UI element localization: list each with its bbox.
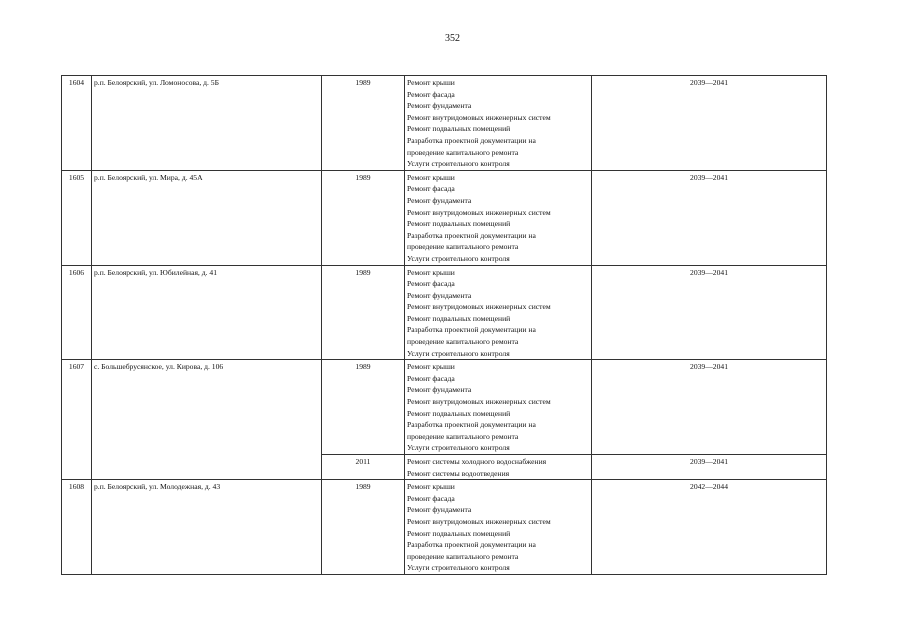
work-item: Ремонт подвальных помещений — [407, 528, 511, 538]
work-item: Ремонт крыши — [407, 482, 455, 492]
work-item: Ремонт подвальных помещений — [407, 124, 511, 134]
building-number: 1607 — [62, 360, 92, 480]
work-item: Разработка проектной документации на — [407, 135, 536, 145]
building-address: р.п. Белоярский, ул. Ломоносова, д. 5Б — [92, 76, 322, 171]
work-item: Ремонт внутридомовых инженерных систем — [407, 207, 551, 217]
repair-period: 2042—2044 — [592, 480, 827, 575]
table-row — [62, 360, 827, 455]
table-body — [62, 76, 827, 575]
work-item: Ремонт фасада — [407, 89, 455, 99]
works-list — [405, 360, 592, 455]
work-item: Ремонт крыши — [407, 172, 455, 182]
work-item: проведение капитального ремонта — [407, 551, 519, 561]
work-item: Услуги строительного контроля — [407, 563, 510, 573]
works-list — [405, 76, 592, 171]
table-row — [62, 265, 827, 360]
work-item: Ремонт крыши — [407, 362, 455, 372]
year-cell: 1989 — [322, 265, 405, 360]
building-number: 1608 — [62, 480, 92, 575]
work-item: Услуги строительного контроля — [407, 253, 510, 263]
building-address: р.п. Белоярский, ул. Молодежная, д. 43 — [92, 480, 322, 575]
work-item: Ремонт крыши — [407, 267, 455, 277]
repair-schedule-table — [61, 75, 827, 575]
work-item: проведение капитального ремонта — [407, 431, 519, 441]
works-list — [405, 480, 592, 575]
work-item: Ремонт фасада — [407, 493, 455, 503]
building-address: р.п. Белоярский, ул. Мира, д. 45А — [92, 170, 322, 265]
work-item: Разработка проектной документации на — [407, 230, 536, 240]
work-item: Ремонт подвальных помещений — [407, 408, 511, 418]
repair-period: 2039—2041 — [592, 170, 827, 265]
page-number: 352 — [445, 33, 460, 44]
work-item: Ремонт подвальных помещений — [407, 219, 511, 229]
work-item: проведение капитального ремонта — [407, 337, 519, 347]
building-address: с. Большебрусянское, ул. Кирова, д. 106 — [92, 360, 322, 480]
work-item: Услуги строительного контроля — [407, 348, 510, 358]
work-item: Ремонт подвальных помещений — [407, 313, 511, 323]
work-item: Ремонт внутридомовых инженерных систем — [407, 516, 551, 526]
work-item: Ремонт фундамента — [407, 101, 472, 111]
work-item: Ремонт фасада — [407, 279, 455, 289]
repair-period: 2039—2041 — [592, 76, 827, 171]
work-item: Разработка проектной документации на — [407, 420, 536, 430]
building-address: р.п. Белоярский, ул. Юбилейная, д. 41 — [92, 265, 322, 360]
building-number: 1605 — [62, 170, 92, 265]
year-cell: 1989 — [322, 76, 405, 171]
works-list — [405, 265, 592, 360]
work-item: Услуги строительного контроля — [407, 443, 510, 453]
repair-period: 2039—2041 — [592, 360, 827, 455]
year-cell: 2011 — [322, 455, 405, 480]
work-item: Ремонт крыши — [407, 78, 455, 87]
work-item: Ремонт фундамента — [407, 290, 472, 300]
work-item: Ремонт фасада — [407, 184, 455, 194]
work-item: проведение капитального ремонта — [407, 242, 519, 252]
work-item: Ремонт внутридомовых инженерных систем — [407, 112, 551, 122]
year-cell: 1989 — [322, 170, 405, 265]
works-list — [405, 170, 592, 265]
repair-period: 2039—2041 — [592, 265, 827, 360]
work-item: Услуги строительного контроля — [407, 159, 510, 169]
table-row — [62, 480, 827, 575]
building-number: 1604 — [62, 76, 92, 171]
table-row — [62, 76, 827, 171]
building-number: 1606 — [62, 265, 92, 360]
repair-period: 2039—2041 — [592, 455, 827, 480]
works-list — [405, 455, 592, 480]
work-item: Ремонт системы холодного водоснабжения — [407, 457, 547, 466]
work-item: Ремонт системы водоотведения — [407, 468, 510, 478]
year-cell: 1989 — [322, 480, 405, 575]
work-item: Ремонт фундамента — [407, 195, 472, 205]
work-item: Разработка проектной документации на — [407, 540, 536, 550]
work-item: Ремонт внутридомовых инженерных систем — [407, 397, 551, 407]
table-row — [62, 170, 827, 265]
work-item: Ремонт фасада — [407, 373, 455, 383]
work-item: Ремонт фундамента — [407, 385, 472, 395]
work-item: Ремонт внутридомовых инженерных систем — [407, 302, 551, 312]
work-item: Ремонт фундамента — [407, 505, 472, 515]
work-item: Разработка проектной документации на — [407, 325, 536, 335]
year-cell: 1989 — [322, 360, 405, 455]
work-item: проведение капитального ремонта — [407, 147, 519, 157]
